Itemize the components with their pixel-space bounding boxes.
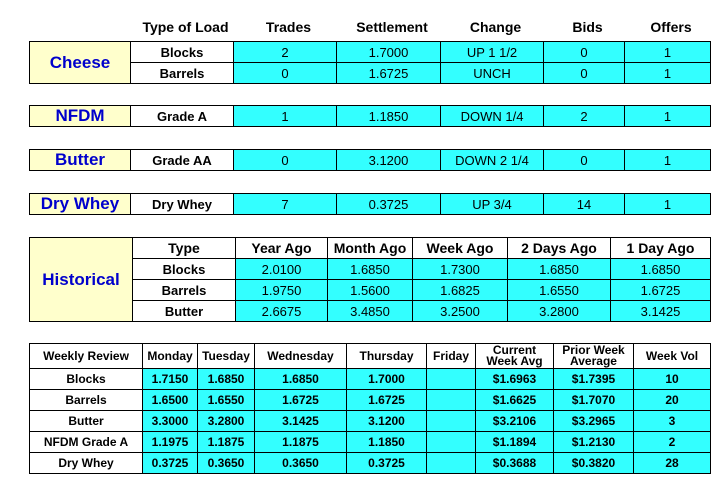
weekly-cell [427, 390, 476, 411]
cheese-table [29, 41, 711, 84]
historical-header-2-days-ago: 2 Days Ago [508, 238, 611, 259]
nfdm-bids: 2 [544, 106, 625, 127]
weekly-cell: 3 [634, 411, 711, 432]
weekly-cell: $1.7395 [554, 369, 634, 390]
weekly-cell [427, 432, 476, 453]
weekly-cell: $3.2106 [476, 411, 554, 432]
cheese-blocks-change: UP 1 1/2 [441, 42, 544, 63]
cheese-label: Cheese [30, 42, 131, 84]
weekly-cell: 0.3650 [255, 453, 347, 474]
weekly-header-friday: Friday [427, 344, 476, 369]
current-avg-line-2: Week Avg [486, 354, 543, 368]
cheese-barrels-bids: 0 [544, 63, 625, 84]
weekly-header-week-vol: Week Vol [634, 344, 711, 369]
weekly-row-label: Butter [30, 411, 143, 432]
nfdm-settlement: 1.1850 [337, 106, 441, 127]
historical-cell: 1.6550 [508, 280, 611, 301]
weekly-header-monday: Monday [143, 344, 198, 369]
weekly-cell: $1.1894 [476, 432, 554, 453]
nfdm-trades: 1 [234, 106, 337, 127]
weekly-cell: $0.3688 [476, 453, 554, 474]
dry-whey-table [29, 193, 711, 215]
historical-label: Historical [30, 238, 133, 322]
weekly-row-label: Dry Whey [30, 453, 143, 474]
cheese-barrels-settlement: 1.6725 [337, 63, 441, 84]
prior-avg-line-2: Average [570, 354, 617, 368]
dry-whey-change: UP 3/4 [441, 194, 544, 215]
cheese-blocks-bids: 0 [544, 42, 625, 63]
weekly-header-tuesday: Tuesday [198, 344, 255, 369]
dry-whey-type: Dry Whey [131, 194, 234, 215]
prior-avg-line-1: Prior Week [562, 343, 625, 357]
weekly-cell: 1.6500 [143, 390, 198, 411]
weekly-cell: 0.3650 [198, 453, 255, 474]
header-bids: Bids [572, 19, 603, 35]
cheese-blocks-offers: 1 [625, 42, 711, 63]
weekly-cell: $0.3820 [554, 453, 634, 474]
cheese-barrels-change: UNCH [441, 63, 544, 84]
historical-cell: 3.2500 [413, 301, 508, 322]
weekly-cell: 1.1875 [255, 432, 347, 453]
historical-cell: 1.6725 [611, 280, 711, 301]
nfdm-label: NFDM [30, 106, 131, 127]
weekly-row-label: Barrels [30, 390, 143, 411]
historical-row-type: Butter [133, 301, 236, 322]
weekly-row-label: Blocks [30, 369, 143, 390]
historical-header-type: Type [133, 238, 236, 259]
dry-whey-offers: 1 [625, 194, 711, 215]
butter-offers: 1 [625, 150, 711, 171]
historical-header-month-ago: Month Ago [328, 238, 413, 259]
weekly-review-table [29, 343, 711, 474]
weekly-cell: 1.7150 [143, 369, 198, 390]
dry-whey-bids: 14 [544, 194, 625, 215]
weekly-cell: $1.6625 [476, 390, 554, 411]
historical-header-1-day-ago: 1 Day Ago [611, 238, 711, 259]
weekly-cell: 1.6850 [198, 369, 255, 390]
cheese-barrels-offers: 1 [625, 63, 711, 84]
weekly-cell: 1.6725 [347, 390, 427, 411]
butter-label: Butter [30, 150, 131, 171]
historical-cell: 1.5600 [328, 280, 413, 301]
weekly-cell: $1.6963 [476, 369, 554, 390]
historical-row-type: Barrels [133, 280, 236, 301]
weekly-cell: 2 [634, 432, 711, 453]
historical-cell: 1.6825 [413, 280, 508, 301]
header-trades: Trades [265, 19, 312, 35]
historical-cell: 2.6675 [236, 301, 328, 322]
weekly-cell: 3.3000 [143, 411, 198, 432]
weekly-cell: 10 [634, 369, 711, 390]
weekly-cell: 1.6725 [255, 390, 347, 411]
historical-cell: 1.7300 [413, 259, 508, 280]
weekly-header-thursday: Thursday [347, 344, 427, 369]
weekly-cell: 28 [634, 453, 711, 474]
weekly-cell: 1.1850 [347, 432, 427, 453]
column-header-row [134, 17, 714, 37]
historical-cell: 2.0100 [236, 259, 328, 280]
weekly-cell: 1.6850 [255, 369, 347, 390]
cheese-blocks-settlement: 1.7000 [337, 42, 441, 63]
dry-whey-label: Dry Whey [30, 194, 131, 215]
header-change: Change [469, 19, 522, 35]
cheese-blocks-trades: 2 [234, 42, 337, 63]
historical-cell: 3.4850 [328, 301, 413, 322]
weekly-cell: $1.7070 [554, 390, 634, 411]
cheese-type-barrels: Barrels [131, 63, 234, 84]
butter-type: Grade AA [131, 150, 234, 171]
weekly-cell: 0.3725 [347, 453, 427, 474]
historical-cell: 3.2800 [508, 301, 611, 322]
weekly-cell: 3.1425 [255, 411, 347, 432]
weekly-cell [427, 453, 476, 474]
cheese-barrels-trades: 0 [234, 63, 337, 84]
historical-cell: 1.6850 [611, 259, 711, 280]
weekly-header-current-week-avg [476, 344, 554, 369]
weekly-cell: $3.2965 [554, 411, 634, 432]
historical-cell: 1.9750 [236, 280, 328, 301]
weekly-header-wednesday: Wednesday [255, 344, 347, 369]
weekly-cell [427, 369, 476, 390]
historical-cell: 3.1425 [611, 301, 711, 322]
weekly-cell: 1.1975 [143, 432, 198, 453]
weekly-cell: 1.1875 [198, 432, 255, 453]
weekly-cell: 1.7000 [347, 369, 427, 390]
historical-header-week-ago: Week Ago [413, 238, 508, 259]
header-type-of-load: Type of Load [142, 19, 229, 35]
nfdm-type: Grade A [131, 106, 234, 127]
nfdm-offers: 1 [625, 106, 711, 127]
weekly-cell: 20 [634, 390, 711, 411]
weekly-cell: 3.2800 [198, 411, 255, 432]
butter-bids: 0 [544, 150, 625, 171]
weekly-cell [427, 411, 476, 432]
nfdm-change: DOWN 1/4 [441, 106, 544, 127]
weekly-header-prior-week-average [554, 344, 634, 369]
historical-row-type: Blocks [133, 259, 236, 280]
weekly-cell: 3.1200 [347, 411, 427, 432]
nfdm-table [29, 105, 711, 127]
weekly-row-label: NFDM Grade A [30, 432, 143, 453]
header-offers: Offers [650, 19, 692, 35]
weekly-header-review: Weekly Review [30, 344, 143, 369]
historical-table [29, 237, 711, 322]
cheese-type-blocks: Blocks [131, 42, 234, 63]
weekly-cell: $1.2130 [554, 432, 634, 453]
header-settlement: Settlement [356, 19, 428, 35]
butter-table [29, 149, 711, 171]
dry-whey-settlement: 0.3725 [337, 194, 441, 215]
historical-header-year-ago: Year Ago [236, 238, 328, 259]
current-avg-line-1: Current [492, 343, 537, 357]
butter-change: DOWN 2 1/4 [441, 150, 544, 171]
historical-cell: 1.6850 [328, 259, 413, 280]
weekly-cell: 0.3725 [143, 453, 198, 474]
historical-cell: 1.6850 [508, 259, 611, 280]
weekly-cell: 1.6550 [198, 390, 255, 411]
butter-settlement: 3.1200 [337, 150, 441, 171]
dry-whey-trades: 7 [234, 194, 337, 215]
butter-trades: 0 [234, 150, 337, 171]
